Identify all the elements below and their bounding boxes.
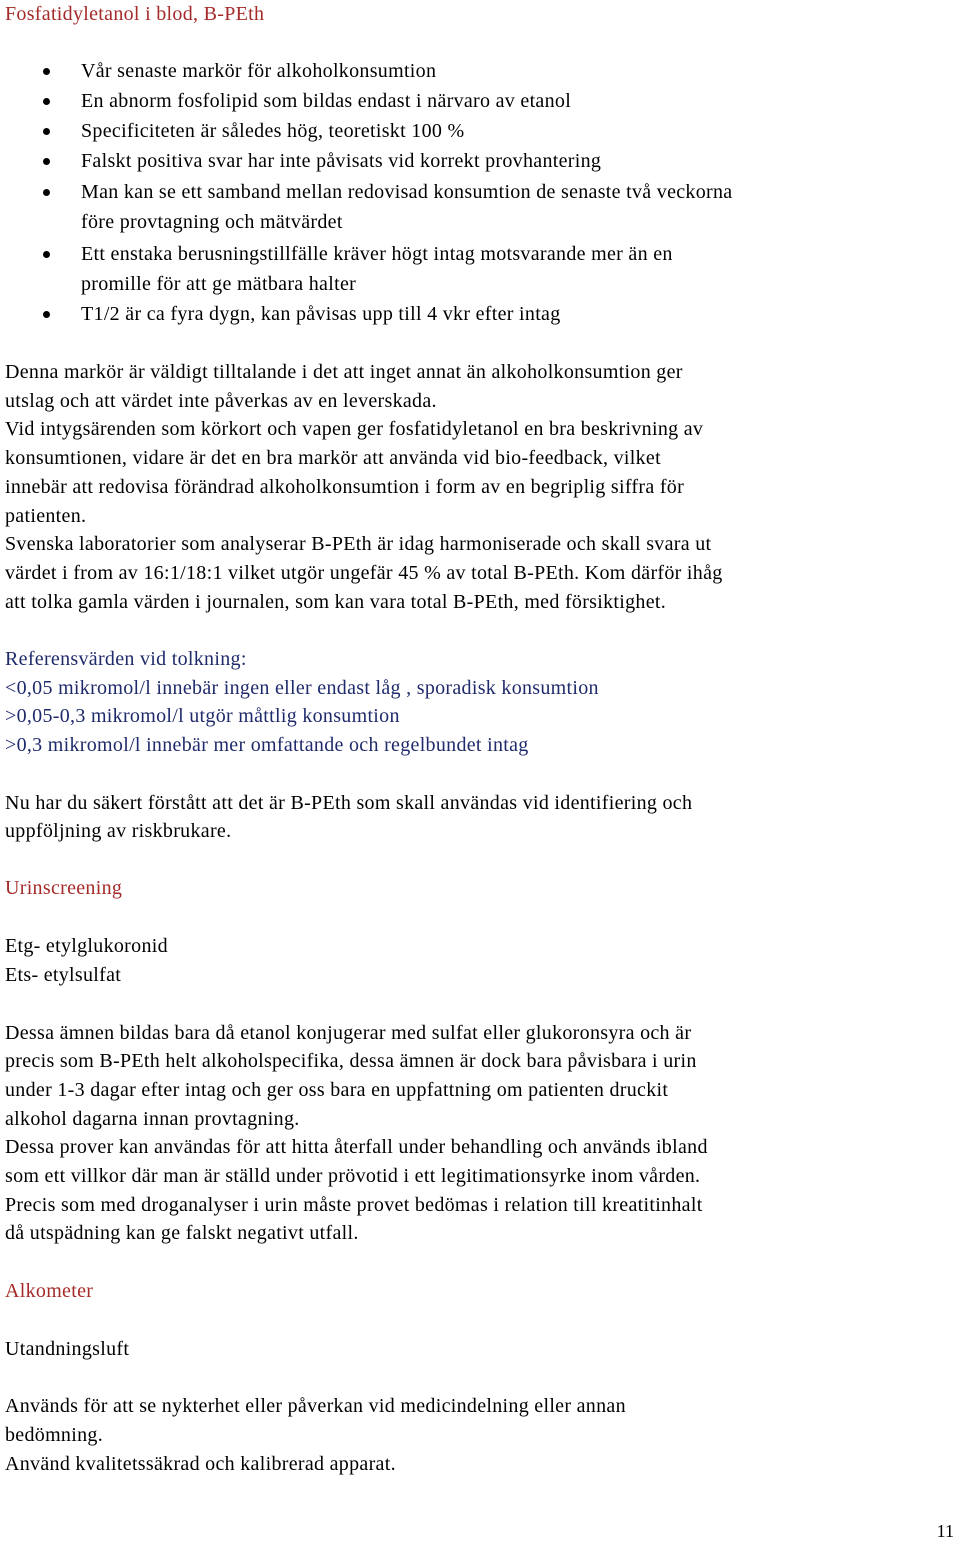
list-item: Man kan se ett samband mellan redovisad konsumtion de senaste två veckorna (81, 181, 733, 203)
section-heading: Alkometer (5, 1280, 94, 1302)
text-line: Dessa ämnen bildas bara då etanol konjugerar med sulfat eller glukoronsyra och är (5, 1022, 692, 1044)
section-heading: Urinscreening (5, 877, 123, 899)
page-title: Fosfatidyletanol i blod, B-PEth (5, 3, 265, 25)
text-line: Ets- etylsulfat (5, 964, 122, 986)
list-item: Specificiteten är således hög, teoretiskt 100 % (81, 120, 465, 142)
bullet-icon (43, 128, 50, 135)
list-item-continuation: promille för att ge mätbara halter (81, 273, 357, 295)
bullet-icon (43, 189, 50, 196)
text-line: utslag och att värdet inte påverkas av en leverskada. (5, 390, 437, 412)
text-line: att tolka gamla värden i journalen, som kan vara total B-PEth, med försiktighet. (5, 591, 667, 613)
list-item: Vår senaste markör för alkoholkonsumtion (81, 60, 437, 82)
text-line: alkohol dagarna innan provtagning. (5, 1108, 300, 1130)
text-line: Precis som med droganalyser i urin måste provet bedömas i relation till kreatitinhalt (5, 1194, 703, 1216)
text-line: Denna markör är väldigt tilltalande i det att inget annat än alkoholkonsumtion ger (5, 361, 683, 383)
list-item: T1/2 är ca fyra dygn, kan påvisas upp till 4 vkr efter intag (81, 303, 561, 325)
list-item: Falskt positiva svar har inte påvisats vid korrekt provhantering (81, 150, 602, 172)
reference-line: >0,05-0,3 mikromol/l utgör måttlig konsumtion (5, 705, 400, 727)
bullet-icon (43, 311, 50, 318)
list-item-continuation: före provtagning och mätvärdet (81, 211, 343, 233)
text-line: värdet i from av 16:1/18:1 vilket utgör ungefär 45 % av total B-PEth. Kom därför ihåg (5, 562, 723, 584)
text-line: som ett villkor där man är ställd under prövotid i ett legitimationsyrke inom vården. (5, 1165, 701, 1187)
text-line: Vid intygsärenden som körkort och vapen ger fosfatidyletanol en bra beskrivning av (5, 418, 704, 440)
bullet-icon (43, 251, 50, 258)
text-line: uppföljning av riskbrukare. (5, 820, 232, 842)
text-line: konsumtionen, vidare är det en bra markör att använda vid bio-feedback, vilket (5, 447, 661, 469)
page-number: 11 (936, 1521, 954, 1541)
text-line: precis som B-PEth helt alkoholspecifika, dessa ämnen är dock bara påvisbara i urin (5, 1050, 697, 1072)
text-line: under 1-3 dagar efter intag och ger oss bara en uppfattning om patienten druckit (5, 1079, 669, 1101)
text-line: Använd kvalitetssäkrad och kalibrerad apparat. (5, 1453, 396, 1475)
text-line: Svenska laboratorier som analyserar B-PEth är idag harmoniserade och skall svara ut (5, 533, 712, 555)
text-line: Används för att se nykterhet eller påverkan vid medicindelning eller annan (5, 1395, 626, 1417)
bullet-icon (43, 68, 50, 75)
reference-line: >0,3 mikromol/l innebär mer omfattande och regelbundet intag (5, 734, 529, 756)
text-line: bedömning. (5, 1424, 103, 1446)
text-line: patienten. (5, 505, 87, 527)
reference-heading: Referensvärden vid tolkning: (5, 648, 247, 670)
text-line: innebär att redovisa förändrad alkoholkonsumtion i form av en begriplig siffra för (5, 476, 685, 498)
text-line: Nu har du säkert förstått att det är B-PEth som skall användas vid identifiering och (5, 792, 693, 814)
text-line: då utspädning kan ge falskt negativt utfall. (5, 1222, 359, 1244)
text-line: Etg- etylglukoronid (5, 935, 168, 957)
text-line: Dessa prover kan användas för att hitta återfall under behandling och används ibland (5, 1136, 708, 1158)
list-item: Ett enstaka berusningstillfälle kräver högt intag motsvarande mer än en (81, 243, 673, 265)
section-subheading: Utandningsluft (5, 1338, 130, 1360)
list-item: En abnorm fosfolipid som bildas endast i närvaro av etanol (81, 90, 572, 112)
bullet-icon (43, 158, 50, 165)
reference-line: <0,05 mikromol/l innebär ingen eller endast låg , sporadisk konsumtion (5, 677, 599, 699)
bullet-icon (43, 98, 50, 105)
